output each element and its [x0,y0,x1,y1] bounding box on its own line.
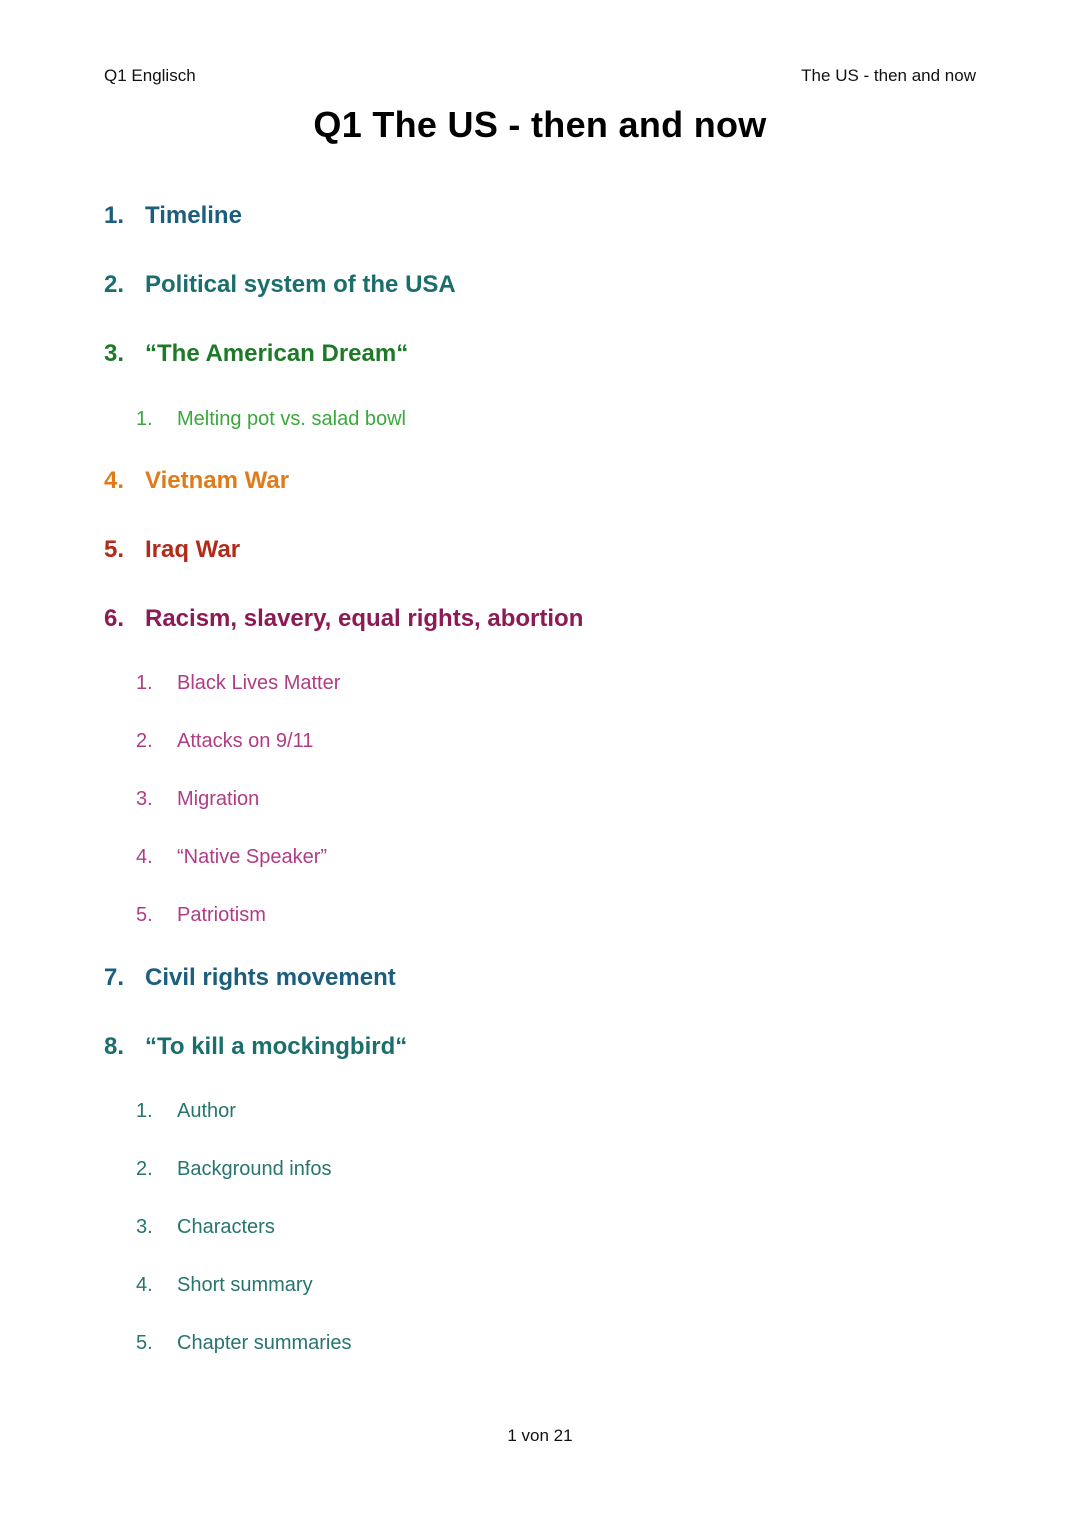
toc-subitem-chapter-summaries[interactable] [136,1332,352,1355]
toc-sub-number: 4. [136,846,153,868]
toc-subitem-author[interactable] [136,1100,236,1123]
toc-sub-number: 1. [136,1100,153,1122]
toc-sub-label: Short summary [177,1274,313,1296]
toc-subitem-short-summary[interactable] [136,1274,313,1297]
header-right: The US - then and now [801,66,976,85]
toc-number: 4. [104,467,125,494]
toc-item-racism[interactable] [104,605,583,633]
toc-item-iraq-war[interactable] [104,536,240,564]
toc-subitem-melting-pot[interactable] [136,408,406,431]
toc-sub-number: 1. [136,672,153,694]
toc-sub-number: 3. [136,788,153,810]
toc-sub-number: 2. [136,730,153,752]
toc-item-timeline[interactable] [104,202,242,230]
toc-subitem-background-infos[interactable] [136,1158,332,1181]
toc-subitem-characters[interactable] [136,1216,275,1239]
toc-sub-label: Attacks on 9/11 [177,730,314,752]
toc-label: Timeline [145,202,242,229]
toc-subitem-attacks-911[interactable] [136,730,313,753]
toc-number: 6. [104,605,125,632]
header-left: Q1 Englisch [104,66,196,85]
toc-subitem-native-speaker[interactable] [136,846,327,869]
page-number: 1 von 21 [507,1426,573,1445]
page-title: Q1 The US - then and now [313,104,767,145]
toc-item-american-dream[interactable] [104,340,408,368]
toc-item-vietnam-war[interactable] [104,467,289,495]
toc-sub-label: Migration [177,788,260,810]
toc-number: 8. [104,1033,125,1060]
toc-sub-label: Characters [177,1216,275,1238]
toc-label: Iraq War [145,536,241,563]
toc-item-civil-rights[interactable] [104,964,396,992]
toc-sub-label: Patriotism [177,904,266,926]
toc-label: “The American Dream“ [145,340,409,367]
toc-sub-number: 3. [136,1216,153,1238]
toc-subitem-migration[interactable] [136,788,259,811]
toc-label: “To kill a mockingbird“ [145,1033,408,1060]
toc-sub-label: Author [177,1100,236,1122]
toc-subitem-patriotism[interactable] [136,904,266,927]
toc-number: 5. [104,536,125,563]
toc-sub-number: 5. [136,1332,153,1354]
toc-number: 2. [104,271,125,298]
toc-sub-label: Melting pot vs. salad bowl [177,408,407,430]
toc-label: Vietnam War [145,467,290,494]
toc-sub-label: Chapter summaries [177,1332,352,1354]
toc-item-mockingbird[interactable] [104,1033,407,1061]
toc-number: 7. [104,964,125,991]
toc-subitem-black-lives-matter[interactable] [136,672,340,695]
toc-sub-label: Background infos [177,1158,332,1180]
toc-sub-label: Black Lives Matter [177,672,341,694]
toc-sub-number: 2. [136,1158,153,1180]
toc-item-political-system[interactable] [104,271,456,299]
toc-label: Political system of the USA [145,271,456,298]
toc-sub-number: 5. [136,904,153,926]
toc-number: 3. [104,340,125,367]
toc-sub-number: 4. [136,1274,153,1296]
toc-sub-number: 1. [136,408,153,430]
toc-number: 1. [104,202,125,229]
toc-sub-label: “Native Speaker” [177,846,328,868]
toc-label: Racism, slavery, equal rights, abortion [145,605,584,632]
toc-label: Civil rights movement [145,964,396,991]
